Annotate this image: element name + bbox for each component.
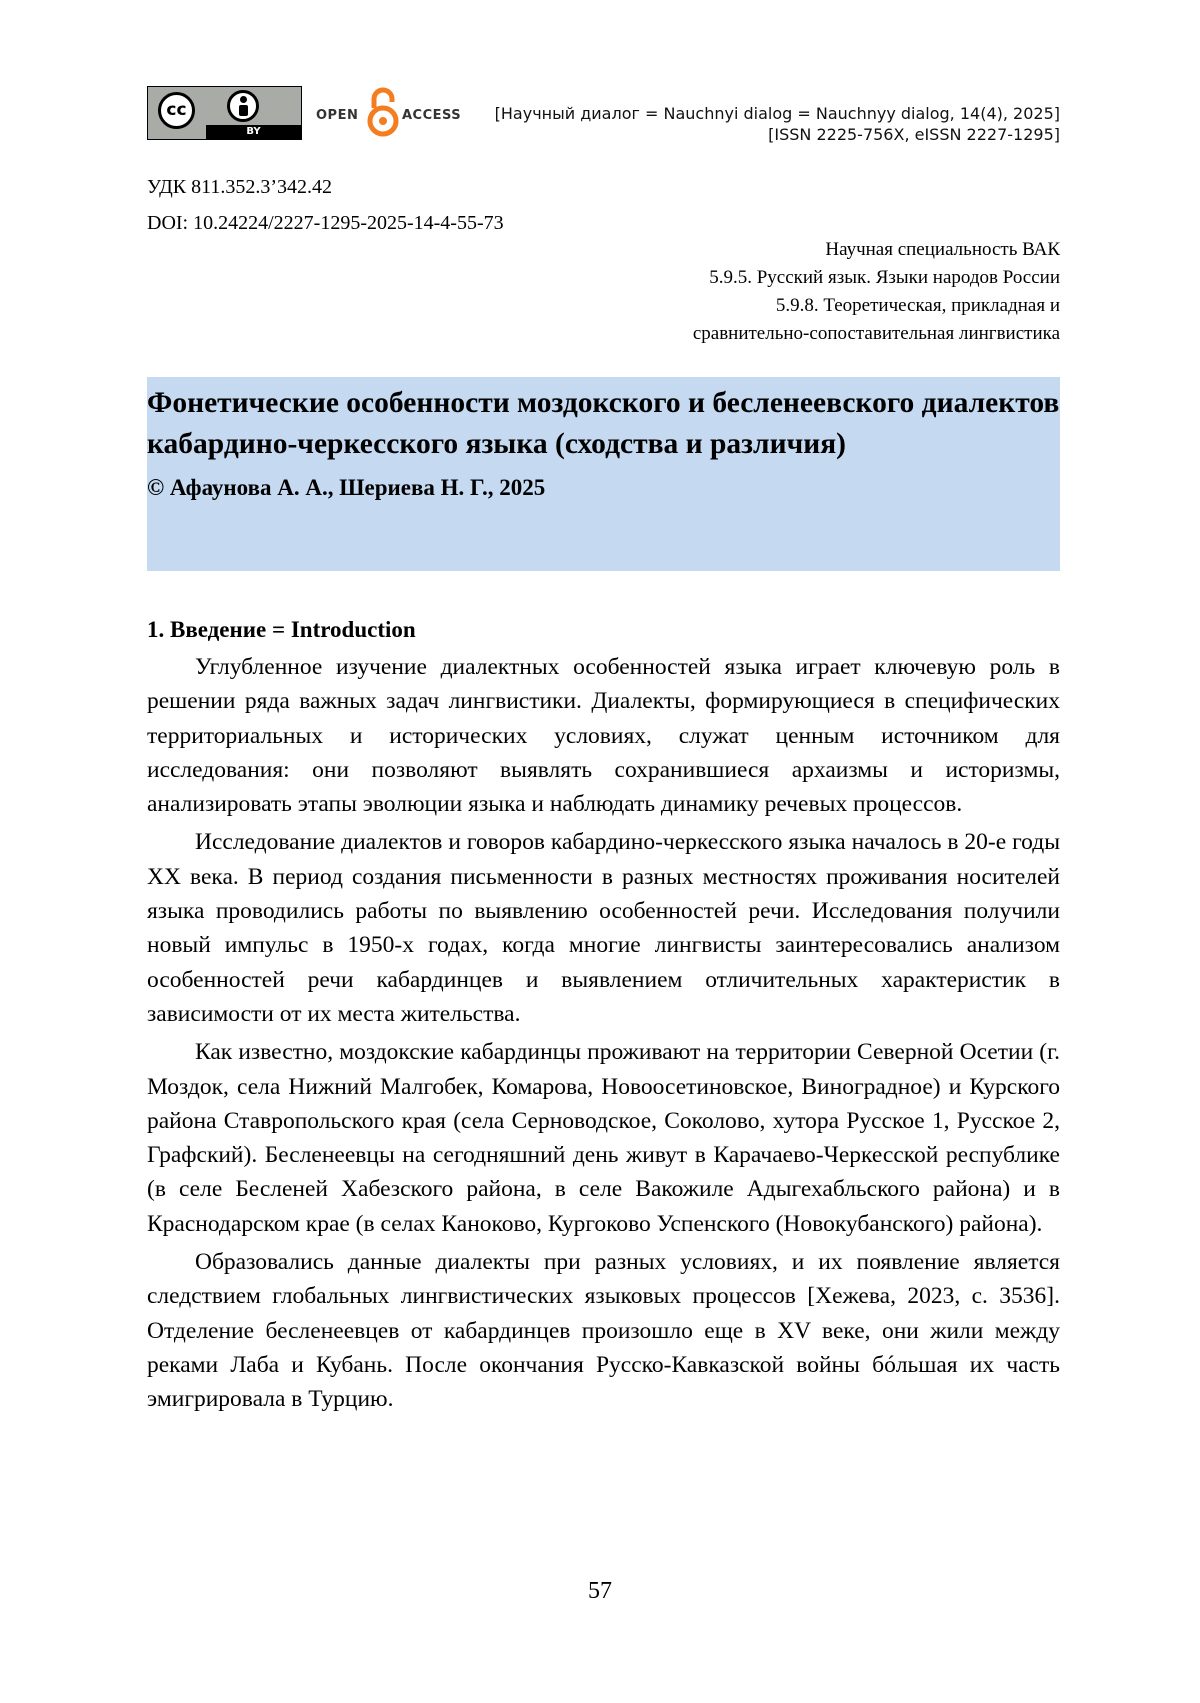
- page-number: 57: [0, 1578, 1200, 1605]
- document-page: [0, 0, 1200, 1703]
- specialty-heading: Научная специальность ВАК: [460, 236, 1060, 264]
- journal-citation: [Научный диалог = Nauchnyi dialog = Nauchnyy dialog, 14(4), 2025]: [360, 103, 1060, 124]
- cc-by-license-badge[interactable]: [147, 86, 302, 140]
- specialty-item: 5.9.8. Теоретическая, прикладная и: [460, 292, 1060, 320]
- attribution-icon: [227, 90, 259, 122]
- journal-reference: [360, 103, 1060, 145]
- doi-link[interactable]: DOI: 10.24224/2227-1295-2025-14-4-55-73: [147, 212, 504, 235]
- section-heading: 1. Введение = Introduction: [147, 617, 416, 643]
- vak-specialty: [460, 236, 1060, 348]
- body-paragraph: Образовались данные диалекты при разных условиях, и их появление является следствием глобальных лингвистических языковых процессов [Хежева, 2023, с. 3536]. Отделение бесленеевцев от кабардинцев произошло еще в XV веке, они жили между реками Лаба и Кубань. После окончания Русско-Кавказской войны бóльшая их часть эмигрировала в Турцию.: [147, 1245, 1060, 1416]
- specialty-item: сравнительно-сопоставительная лингвистика: [460, 320, 1060, 348]
- article-title: Фонетические особенности моздокского и бесленеевского диалектов кабардино-черкесского языка (сходства и различия): [147, 383, 1060, 465]
- by-label: BY: [206, 125, 301, 139]
- body-paragraph: Исследование диалектов и говоров кабардино-черкесского языка началось в 20-е годы XX века. В период создания письменности в разных местностях проживания носителей языка проводились работы по выявлению особенностей речи. Исследования получили новый импульс в 1950-х годах, когда многие лингвисты заинтересовались анализом особенностей речи кабардинцев и выявлением отличительных характеристик в зависимости от их места жительства.: [147, 825, 1060, 1031]
- article-authors: © Афаунова А. А., Шериева Н. Г., 2025: [147, 475, 1060, 501]
- specialty-item: 5.9.5. Русский язык. Языки народов России: [460, 264, 1060, 292]
- title-block: [147, 377, 1060, 571]
- journal-issn: [ISSN 2225-756X, eISSN 2227-1295]: [360, 124, 1060, 145]
- body-paragraph: Углубленное изучение диалектных особенностей языка играет ключевую роль в решении ряда важных задач лингвистики. Диалекты, формирующиеся в специфических территориальных и исторических условиях, служат ценным источником для исследования: они позволяют выявлять сохранившиеся архаизмы и историзмы, анализировать этапы эволюции языка и наблюдать динамику речевых процессов.: [147, 650, 1060, 821]
- udk-code: УДК 811.352.3’342.42: [147, 176, 332, 199]
- open-access-open-label: OPEN: [316, 108, 358, 123]
- cc-icon: cc: [158, 92, 195, 129]
- body-paragraph: Как известно, моздокские кабардинцы проживают на территории Северной Осетии (г. Моздок, села Нижний Малгобек, Комарова, Новоосетиновское, Виноградное) и Курского района Ставропольского края (села Серноводское, Соколово, хутора Русское 1, Русское 2, Графский). Бесленеевцы на сегодняшний день живут в Карачаево-Черкесской республике (в селе Бесленей Хабезского района, в селе Вакожиле Адыгехабльского района) и в Краснодарском крае (в селах Каноково, Кургоково Успенского (Новокубанского) района).: [147, 1035, 1060, 1241]
- open-access-access-label: ACCESS: [402, 108, 461, 123]
- article-body: [147, 650, 1060, 1421]
